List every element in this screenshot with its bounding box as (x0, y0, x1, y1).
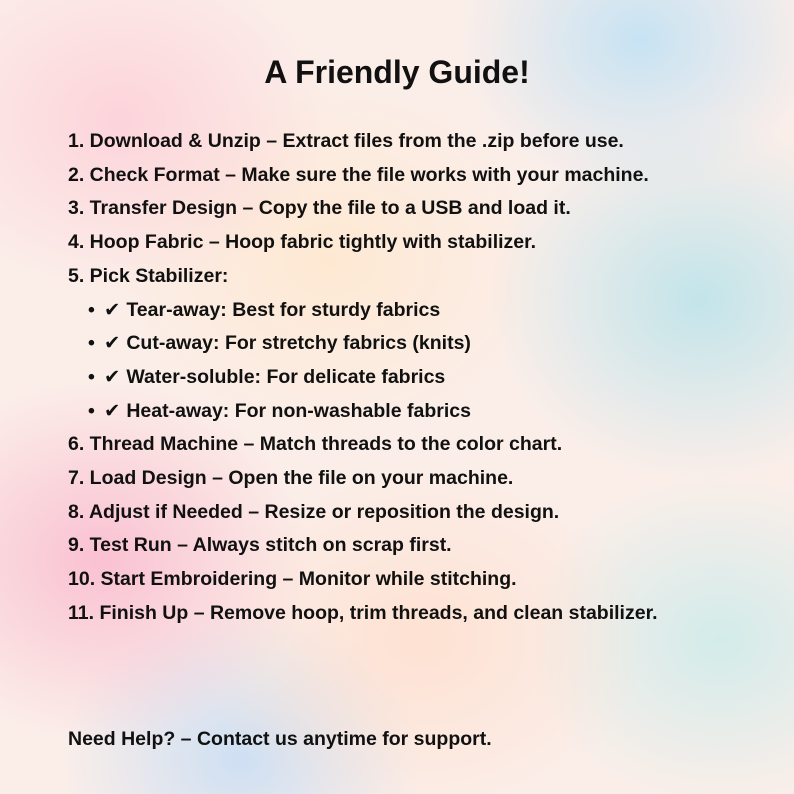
stabilizer-option-label: Water-soluble: For delicate fabrics (126, 365, 446, 388)
stabilizer-option-label: Tear-away: Best for sturdy fabrics (126, 298, 441, 321)
step-thread-machine: 6. Thread Machine – Match threads to the color chart. (68, 433, 563, 456)
checkmark-icon: ✔ (104, 399, 121, 422)
stabilizer-option-tear-away (68, 294, 728, 328)
help-contact-text: Need Help? – Contact us anytime for support. (68, 728, 492, 750)
stabilizer-option-cut-away (68, 327, 728, 361)
step-start-embroidering: 10. Start Embroidering – Monitor while stitching. (68, 568, 517, 591)
guide-list (68, 125, 728, 631)
bullet-icon: • (88, 298, 95, 321)
checkmark-icon: ✔ (104, 332, 121, 355)
bullet-icon: • (88, 332, 95, 355)
page-title: A Friendly Guide! (264, 54, 530, 90)
step-pick-stabilizer: 5. Pick Stabilizer: (68, 264, 229, 287)
step-check-format: 2. Check Format – Make sure the file works with your machine. (68, 163, 649, 186)
stabilizer-option-heat-away (68, 395, 728, 429)
checkmark-icon: ✔ (104, 365, 121, 388)
stabilizer-option-label: Heat-away: For non-washable fabrics (126, 399, 471, 422)
step-finish-up: 11. Finish Up – Remove hoop, trim threads, and clean stabilizer. (68, 601, 658, 624)
step-test-run: 9. Test Run – Always stitch on scrap first. (68, 534, 452, 557)
stabilizer-option-label: Cut-away: For stretchy fabrics (knits) (126, 332, 471, 355)
step-hoop-fabric: 4. Hoop Fabric – Hoop fabric tightly with stabilizer. (68, 231, 537, 254)
bullet-icon: • (88, 399, 95, 422)
step-adjust-if-needed: 8. Adjust if Needed – Resize or reposition the design. (68, 500, 560, 523)
stabilizer-option-water-soluble (68, 361, 728, 395)
checkmark-icon: ✔ (104, 298, 121, 321)
bullet-icon: • (88, 365, 95, 388)
step-download-unzip: 1. Download & Unzip – Extract files from the .zip before use. (68, 130, 624, 152)
step-load-design: 7. Load Design – Open the file on your machine. (68, 467, 514, 490)
step-transfer-design: 3. Transfer Design – Copy the file to a USB and load it. (68, 197, 571, 220)
